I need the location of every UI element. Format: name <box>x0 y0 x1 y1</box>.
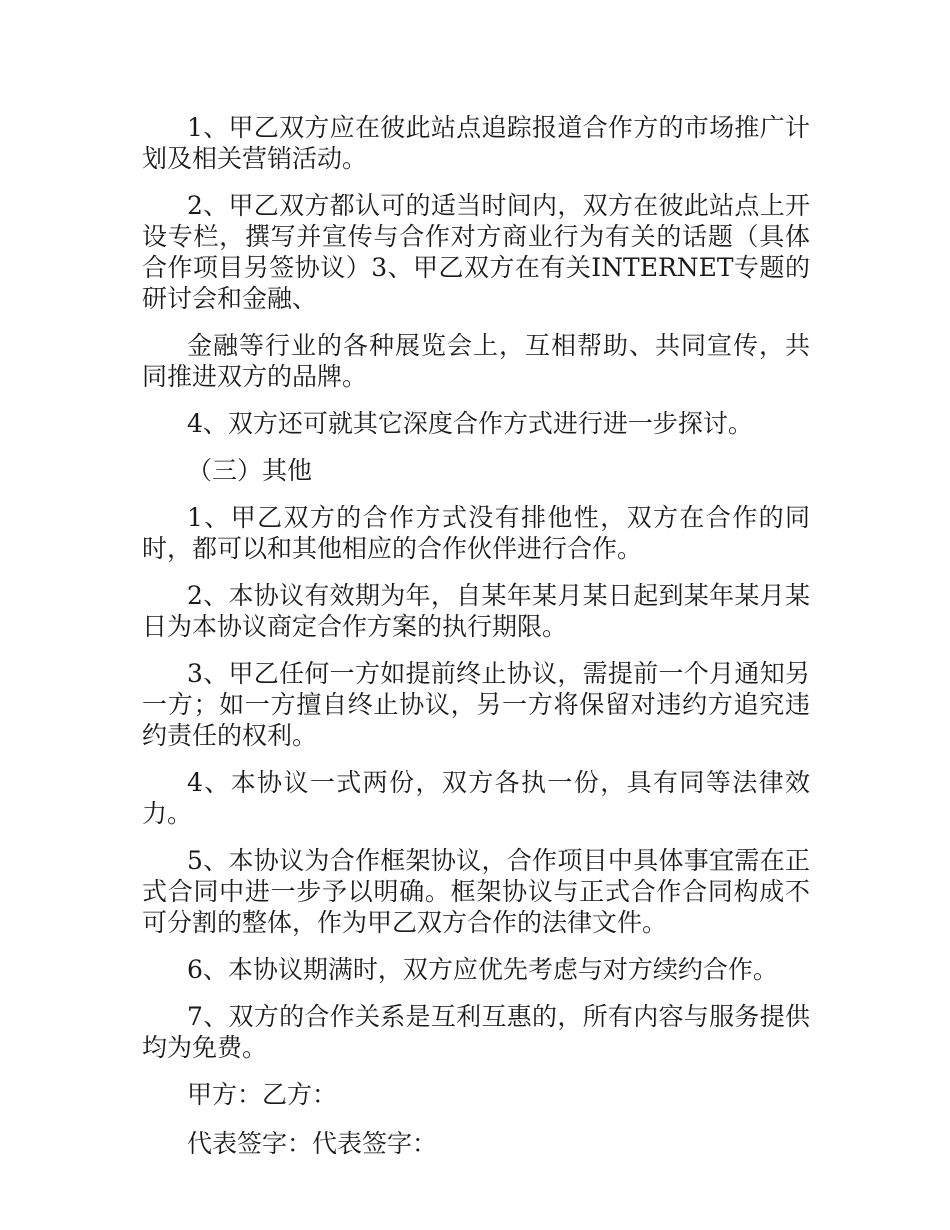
paragraph-other-3: 3、甲乙任何一方如提前终止协议，需提前一个月通知另一方；如一方擅自终止协议，另一方将保留对违约方追究违约责任的权利。 <box>142 659 810 750</box>
document-body <box>142 112 810 1177</box>
parties-line: 甲方：乙方： <box>187 1080 338 1109</box>
paragraph-cooperation-4: 4、双方还可就其它深度合作方式进行进一步探讨。 <box>187 409 753 438</box>
paragraph-other-4: 4、本协议一式两份，双方各执一份，具有同等法律效力。 <box>142 768 810 828</box>
paragraph-other-5: 5、本协议为合作框架协议，合作项目中具体事宜需在正式合同中进一步予以明确。框架协议与正式合作合同构成不可分割的整体，作为甲乙双方合作的法律文件。 <box>142 846 810 937</box>
paragraph-other-7: 7、双方的合作关系是互利互惠的，所有内容与服务提供均为免费。 <box>142 1002 810 1062</box>
paragraph-cooperation-2: 2、甲乙双方都认可的适当时间内，双方在彼此站点上开设专栏，撰写并宣传与合作对方商业行为有关的话题（具体合作项目另签协议）3、甲乙双方在有关INTERNET专题的研讨会和金融、 <box>142 191 810 313</box>
paragraph-cooperation-1: 1、甲乙双方应在彼此站点追踪报道合作方的市场推广计划及相关营销活动。 <box>142 113 810 173</box>
paragraph-other-1: 1、甲乙双方的合作方式没有排他性，双方在合作的同时，都可以和其他相应的合作伙伴进行合作。 <box>142 503 810 563</box>
paragraph-other-6: 6、本协议期满时，双方应优先考虑与对方续约合作。 <box>187 955 778 984</box>
section-heading-other: （三）其他 <box>187 456 313 485</box>
paragraph-cooperation-3-cont: 金融等行业的各种展览会上，互相帮助、共同宣传，共同推进双方的品牌。 <box>142 331 810 391</box>
paragraph-other-2: 2、本协议有效期为年，自某年某月某日起到某年某月某日为本协议商定合作方案的执行期限。 <box>142 581 810 641</box>
signature-line: 代表签字：代表签字： <box>187 1129 438 1158</box>
